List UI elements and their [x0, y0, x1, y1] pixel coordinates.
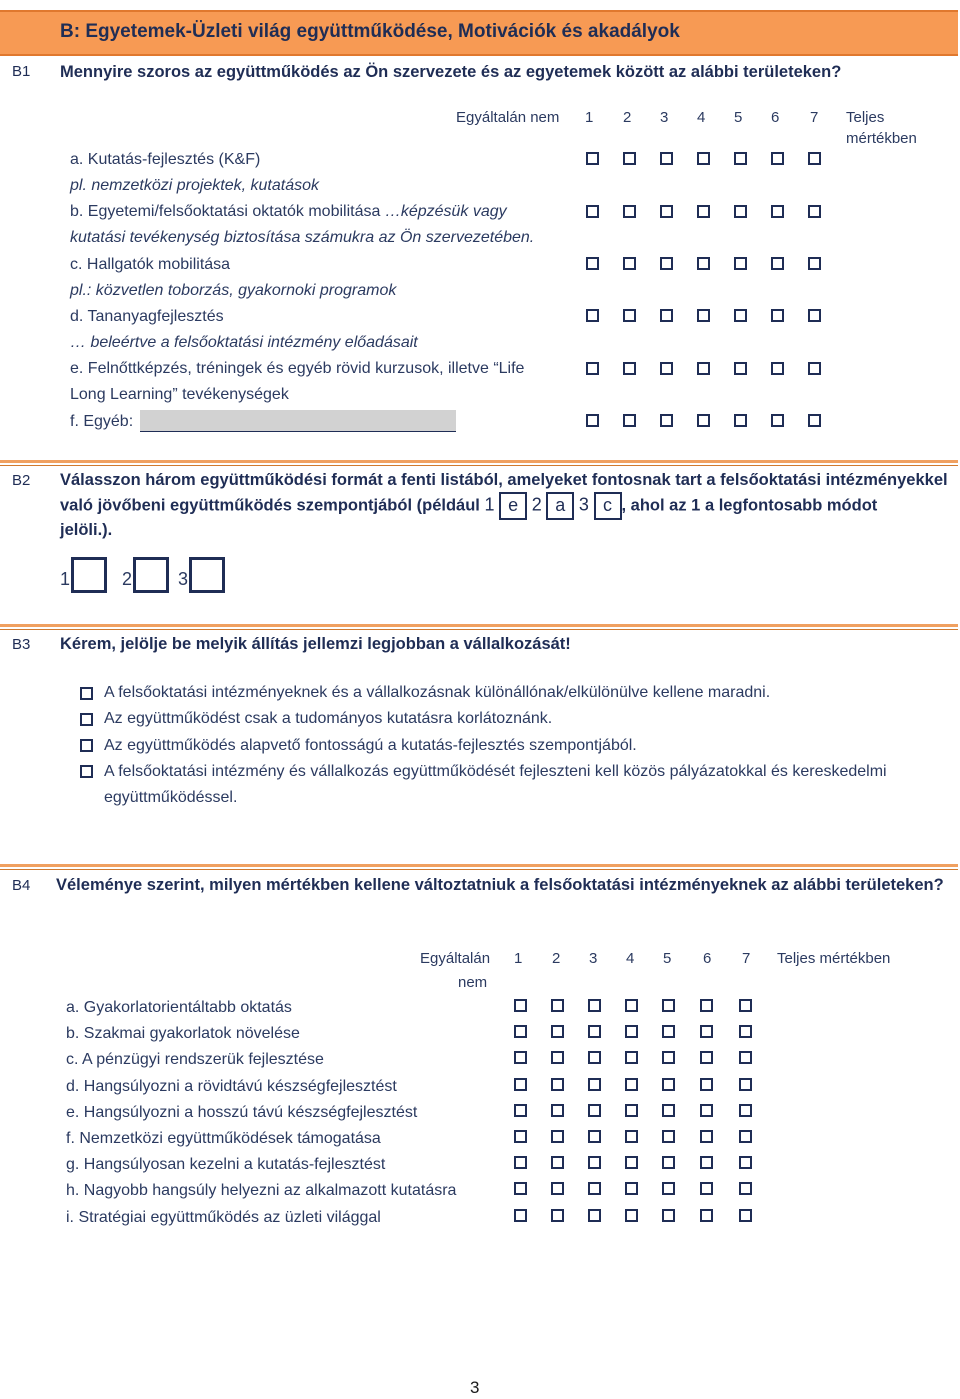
b1-row-b-checkbox-7[interactable]: [808, 205, 821, 218]
b4-row-h-checkbox-6[interactable]: [700, 1182, 713, 1195]
b4-row-a-checkbox-1[interactable]: [514, 999, 527, 1012]
b4-row-e-checkbox-3[interactable]: [588, 1104, 601, 1117]
b1-row-d-label: d. Tananyagfejlesztés: [70, 308, 224, 325]
b4-scale-num-2: 2: [552, 950, 561, 967]
b1-row-e-checkbox-3[interactable]: [660, 362, 673, 375]
b4-row-f-checkbox-2[interactable]: [551, 1130, 564, 1143]
b4-row-g-checkbox-3[interactable]: [588, 1156, 601, 1169]
b4-row-e-label: e. Hangsúlyozni a hosszú távú készségfejlesztést: [66, 1103, 418, 1121]
b1-row-a-label: a. Kutatás-fejlesztés (K&F): [70, 151, 261, 168]
b1-row-f-checkbox-2[interactable]: [623, 414, 636, 427]
b4-row-c-checkbox-5[interactable]: [662, 1051, 675, 1064]
section-divider: [0, 864, 958, 870]
b1-row-f-label: f. Egyéb:: [70, 413, 134, 430]
b1-row-f-checkbox-5[interactable]: [734, 414, 747, 427]
b4-row-c-checkbox-3[interactable]: [588, 1051, 601, 1064]
b1-row-b-label: [70, 203, 507, 221]
section-title: B: Egyetemek-Üzleti világ együttműködése, Motivációk és akadályok: [60, 21, 680, 42]
example-box-1: e: [499, 492, 527, 520]
section-header: [0, 10, 958, 56]
b1-row-a-checkbox-4[interactable]: [697, 152, 710, 165]
b1-row-a-checkbox-7[interactable]: [808, 152, 821, 165]
b1-row-e-checkbox-1[interactable]: [586, 362, 599, 375]
b3-option-3-label: Az együttműködés alapvető fontosságú a kutatás-fejlesztés szempontjából.: [104, 737, 637, 754]
question-b2-line2-end: , ahol az 1 a legfontosabb módot: [621, 496, 878, 515]
b1-row-b-checkbox-5[interactable]: [734, 205, 747, 218]
b4-scale-num-4: 4: [626, 950, 635, 967]
scale-low-label: Egyáltalán nem: [456, 109, 560, 126]
b4-row-a-checkbox-5[interactable]: [662, 999, 675, 1012]
b4-row-h-checkbox-5[interactable]: [662, 1182, 675, 1195]
b4-row-d-checkbox-5[interactable]: [662, 1078, 675, 1091]
b4-scale-num-3: 3: [589, 950, 598, 967]
b4-row-d-checkbox-3[interactable]: [588, 1078, 601, 1091]
b1-row-c-checkbox-7[interactable]: [808, 257, 821, 270]
b4-row-d-checkbox-7[interactable]: [739, 1078, 752, 1091]
question-id-b3: B3: [12, 636, 31, 653]
b1-row-c-checkbox-2[interactable]: [623, 257, 636, 270]
example-num-3: 3: [578, 494, 589, 515]
b4-row-b-checkbox-4[interactable]: [625, 1025, 638, 1038]
b4-row-b-checkbox-1[interactable]: [514, 1025, 527, 1038]
rank-slot-2[interactable]: [133, 557, 169, 593]
question-id-b4: B4: [12, 877, 31, 894]
b4-row-g-checkbox-5[interactable]: [662, 1156, 675, 1169]
b4-row-a-checkbox-7[interactable]: [739, 999, 752, 1012]
b1-row-d-checkbox-7[interactable]: [808, 309, 821, 322]
b4-row-b-checkbox-7[interactable]: [739, 1025, 752, 1038]
scale-high-label: Teljes: [846, 109, 885, 126]
b1-row-e-label-2: Long Learning” tevékenységek: [70, 386, 289, 403]
b1-row-b-checkbox-1[interactable]: [586, 205, 599, 218]
b3-option-2-checkbox[interactable]: [80, 713, 93, 726]
b3-option-1-checkbox[interactable]: [80, 687, 93, 700]
b1-row-a-checkbox-1[interactable]: [586, 152, 599, 165]
b4-row-h-checkbox-1[interactable]: [514, 1182, 527, 1195]
rank-slot-3[interactable]: [189, 557, 225, 593]
b1-row-c-checkbox-1[interactable]: [586, 257, 599, 270]
other-text-field[interactable]: [140, 410, 456, 432]
b4-scale-high-label: Teljes mértékben: [777, 950, 891, 967]
b3-option-4-label-2: együttműködéssel.: [104, 789, 238, 806]
b4-scale-num-1: 1: [514, 950, 523, 967]
b4-row-e-checkbox-7[interactable]: [739, 1104, 752, 1117]
b4-row-d-checkbox-1[interactable]: [514, 1078, 527, 1091]
b3-option-4-label: A felsőoktatási intézmény és vállalkozás együttműködését fejleszteni kell közös pályázatokkal és kereskedelmi: [104, 763, 887, 780]
question-b4: Véleménye szerint, milyen mértékben kellene változtatniuk a felsőoktatási intézményeknek az alábbi területeken?: [56, 876, 944, 894]
b1-row-f-checkbox-4[interactable]: [697, 414, 710, 427]
question-b2: [60, 468, 950, 542]
b4-row-c-checkbox-1[interactable]: [514, 1051, 527, 1064]
b1-row-a-checkbox-5[interactable]: [734, 152, 747, 165]
b1-row-b-checkbox-3[interactable]: [660, 205, 673, 218]
b4-row-g-checkbox-2[interactable]: [551, 1156, 564, 1169]
b1-row-c-checkbox-4[interactable]: [697, 257, 710, 270]
b1-row-d-checkbox-6[interactable]: [771, 309, 784, 322]
slot-label-1: 1: [60, 569, 71, 589]
b4-row-d-checkbox-4[interactable]: [625, 1078, 638, 1091]
example-box-2: a: [546, 492, 574, 520]
b4-row-b-checkbox-2[interactable]: [551, 1025, 564, 1038]
b4-row-h-checkbox-2[interactable]: [551, 1182, 564, 1195]
b4-row-h-checkbox-4[interactable]: [625, 1182, 638, 1195]
b4-row-i-checkbox-7[interactable]: [739, 1209, 752, 1222]
b4-row-d-checkbox-2[interactable]: [551, 1078, 564, 1091]
b4-scale-num-5: 5: [663, 950, 672, 967]
b1-row-a-checkbox-3[interactable]: [660, 152, 673, 165]
b1-row-f-checkbox-7[interactable]: [808, 414, 821, 427]
b4-row-c-checkbox-6[interactable]: [700, 1051, 713, 1064]
rank-slot-1[interactable]: [71, 557, 107, 593]
b1-row-d-checkbox-2[interactable]: [623, 309, 636, 322]
scale-num-7: 7: [810, 109, 819, 126]
b4-row-a-checkbox-6[interactable]: [700, 999, 713, 1012]
b4-row-g-checkbox-6[interactable]: [700, 1156, 713, 1169]
b1-row-c-label: c. Hallgatók mobilitása: [70, 256, 231, 273]
b4-row-f-checkbox-7[interactable]: [739, 1130, 752, 1143]
scale-num-2: 2: [623, 109, 632, 126]
b3-option-1-label: A felsőoktatási intézményeknek és a vállalkozásnak különállónak/elkülönülve kellene maradni.: [104, 684, 771, 701]
b1-row-d-note: … beleértve a felsőoktatási intézmény előadásait: [70, 334, 418, 351]
b3-option-3-checkbox[interactable]: [80, 739, 93, 752]
b4-row-g-label: g. Hangsúlyosan kezelni a kutatás-fejlesztést: [66, 1156, 386, 1174]
scale-num-1: 1: [585, 109, 594, 126]
scale-num-5: 5: [734, 109, 743, 126]
b1-row-c-checkbox-5[interactable]: [734, 257, 747, 270]
section-divider: [0, 624, 958, 630]
b4-row-e-checkbox-1[interactable]: [514, 1104, 527, 1117]
b4-row-h-checkbox-7[interactable]: [739, 1182, 752, 1195]
b1-row-e-checkbox-2[interactable]: [623, 362, 636, 375]
b4-row-f-checkbox-3[interactable]: [588, 1130, 601, 1143]
b1-row-b-label-italic: …képzésük vagy: [384, 203, 507, 220]
b4-row-g-checkbox-7[interactable]: [739, 1156, 752, 1169]
b4-row-g-checkbox-4[interactable]: [625, 1156, 638, 1169]
b4-row-i-checkbox-2[interactable]: [551, 1209, 564, 1222]
b1-row-c-checkbox-6[interactable]: [771, 257, 784, 270]
b4-row-c-checkbox-2[interactable]: [551, 1051, 564, 1064]
section-divider: [0, 460, 958, 466]
scale-num-4: 4: [697, 109, 706, 126]
b1-row-e-checkbox-5[interactable]: [734, 362, 747, 375]
scale-num-3: 3: [660, 109, 669, 126]
b4-row-e-checkbox-2[interactable]: [551, 1104, 564, 1117]
example-num-2: 2: [531, 494, 542, 515]
scale-high-label-2: mértékben: [846, 130, 917, 147]
question-id-b1: B1: [12, 63, 31, 80]
question-b2-line1: Válasszon három együttműködési formát a fenti listából, amelyeket fontosnak tart a felsőoktatási intézményekkel: [60, 471, 948, 489]
b1-row-d-checkbox-3[interactable]: [660, 309, 673, 322]
b4-row-i-checkbox-6[interactable]: [700, 1209, 713, 1222]
b1-row-f-checkbox-1[interactable]: [586, 414, 599, 427]
b4-row-b-label: b. Szakmai gyakorlatok növelése: [66, 1025, 300, 1043]
question-b2-line3: jelöli.).: [60, 521, 113, 539]
b4-row-d-label: d. Hangsúlyozni a rövidtávú készségfejlesztést: [66, 1077, 397, 1095]
b1-row-b-checkbox-4[interactable]: [697, 205, 710, 218]
question-id-b2: B2: [12, 472, 31, 489]
question-b2-line2: [60, 492, 950, 518]
b4-row-a-label: a. Gyakorlatorientáltabb oktatás: [66, 999, 292, 1016]
b4-row-a-checkbox-3[interactable]: [588, 999, 601, 1012]
b4-row-f-checkbox-1[interactable]: [514, 1130, 527, 1143]
b4-row-f-checkbox-5[interactable]: [662, 1130, 675, 1143]
b4-row-e-checkbox-5[interactable]: [662, 1104, 675, 1117]
b4-scale-low-label-2: nem: [458, 974, 488, 991]
b1-row-b-note: kutatási tevékenység biztosítása számukra az Ön szervezetében.: [70, 229, 535, 246]
b4-row-i-checkbox-4[interactable]: [625, 1209, 638, 1222]
b1-row-e-checkbox-4[interactable]: [697, 362, 710, 375]
slot-label-3: 3: [178, 569, 189, 589]
example-box-3: c: [594, 492, 622, 520]
b4-row-c-checkbox-4[interactable]: [625, 1051, 638, 1064]
b4-scale-num-6: 6: [703, 950, 712, 967]
question-b2-line2-text: való jövőbeni együttműködés szempontjából (például: [60, 496, 485, 515]
b4-row-c-label: c. A pénzügyi rendszerük fejlesztése: [66, 1051, 324, 1069]
b4-row-e-checkbox-4[interactable]: [625, 1104, 638, 1117]
b4-row-e-checkbox-6[interactable]: [700, 1104, 713, 1117]
b1-row-e-checkbox-6[interactable]: [771, 362, 784, 375]
slot-label-2: 2: [122, 569, 133, 589]
b4-row-i-checkbox-5[interactable]: [662, 1209, 675, 1222]
b1-row-b-checkbox-6[interactable]: [771, 205, 784, 218]
example-num-1: 1: [484, 494, 495, 515]
b1-row-f-checkbox-6[interactable]: [771, 414, 784, 427]
b4-row-f-checkbox-4[interactable]: [625, 1130, 638, 1143]
b4-row-b-checkbox-5[interactable]: [662, 1025, 675, 1038]
b1-row-c-note: pl.: közvetlen toborzás, gyakornoki programok: [70, 282, 397, 299]
b1-row-a-checkbox-2[interactable]: [623, 152, 636, 165]
b1-row-d-checkbox-4[interactable]: [697, 309, 710, 322]
b4-row-c-checkbox-7[interactable]: [739, 1051, 752, 1064]
question-b1: Mennyire szoros az együttműködés az Ön szervezete és az egyetemek között az alábbi területeken?: [60, 63, 842, 81]
b4-row-i-checkbox-3[interactable]: [588, 1209, 601, 1222]
page-number: 3: [470, 1378, 480, 1397]
b4-row-h-checkbox-3[interactable]: [588, 1182, 601, 1195]
scale-num-6: 6: [771, 109, 780, 126]
b1-row-e-label: e. Felnőttképzés, tréningek és egyéb rövid kurzusok, illetve “Life: [70, 360, 525, 377]
b4-row-a-checkbox-4[interactable]: [625, 999, 638, 1012]
b1-row-b-checkbox-2[interactable]: [623, 205, 636, 218]
b1-row-d-checkbox-5[interactable]: [734, 309, 747, 322]
b3-option-4-checkbox[interactable]: [80, 765, 93, 778]
b3-option-2-label: Az együttműködést csak a tudományos kutatásra korlátoznánk.: [104, 710, 553, 727]
b1-row-c-checkbox-3[interactable]: [660, 257, 673, 270]
b4-row-h-label: h. Nagyobb hangsúly helyezni az alkalmazott kutatásra: [66, 1182, 457, 1200]
b4-row-i-checkbox-1[interactable]: [514, 1209, 527, 1222]
b1-row-a-checkbox-6[interactable]: [771, 152, 784, 165]
b4-row-a-checkbox-2[interactable]: [551, 999, 564, 1012]
b4-row-d-checkbox-6[interactable]: [700, 1078, 713, 1091]
b4-row-f-checkbox-6[interactable]: [700, 1130, 713, 1143]
b1-row-b-label-main: b. Egyetemi/felsőoktatási oktatók mobilitása: [70, 203, 385, 220]
b4-row-f-label: f. Nemzetközi együttműködések támogatása: [66, 1130, 381, 1147]
b4-scale-low-label: Egyáltalán: [420, 950, 491, 967]
b1-row-e-checkbox-7[interactable]: [808, 362, 821, 375]
b4-row-g-checkbox-1[interactable]: [514, 1156, 527, 1169]
b4-row-i-label: i. Stratégiai együttműködés az üzleti világgal: [66, 1208, 381, 1226]
b4-row-b-checkbox-3[interactable]: [588, 1025, 601, 1038]
b1-row-d-checkbox-1[interactable]: [586, 309, 599, 322]
b1-row-f-checkbox-3[interactable]: [660, 414, 673, 427]
b4-scale-num-7: 7: [742, 950, 751, 967]
question-b3: Kérem, jelölje be melyik állítás jellemzi legjobban a vállalkozását!: [60, 635, 571, 653]
b4-row-b-checkbox-6[interactable]: [700, 1025, 713, 1038]
b1-row-a-note: pl. nemzetközi projektek, kutatások: [70, 177, 320, 194]
